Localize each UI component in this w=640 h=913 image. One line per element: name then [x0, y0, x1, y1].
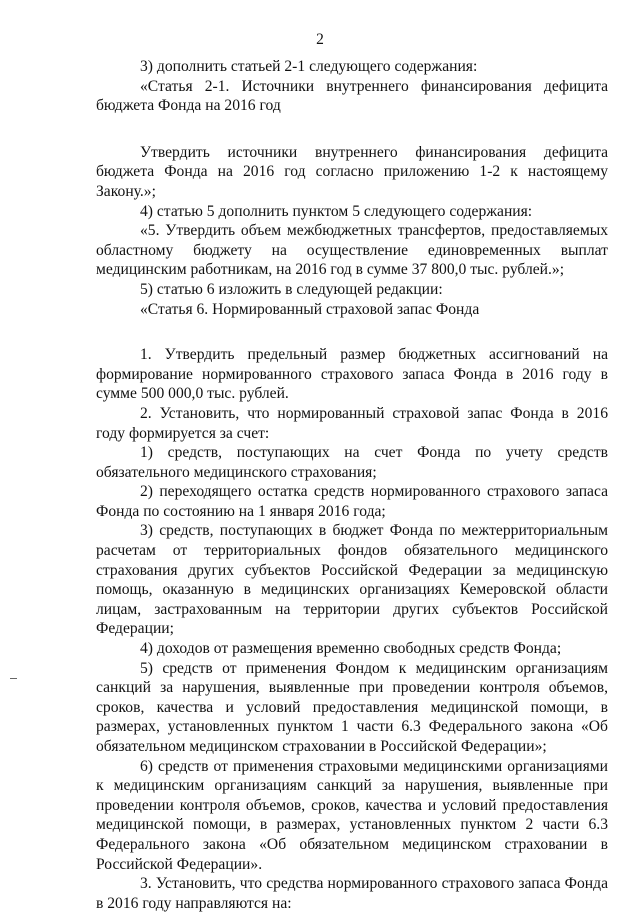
list-item-6: 6) средств от применения страховыми медицинскими организациями к медицинским организациям санкций за нарушения, выявленные при проведении контроля объемов, сроков, качества и условий предоставления медицинской помощи, в размерах, установленных пунктом 2 части 6.3 Федерального закона «Об обязательном медицинском страховании в Российской Федерации».	[96, 757, 608, 873]
list-item-4: 4) доходов от размещения временно свободных средств Фонда;	[140, 640, 562, 658]
article-6-point-2: 2. Установить, что нормированный страховой запас Фонда в 2016 году формируется за счет:	[96, 404, 608, 442]
paragraph-item-4: 4) статью 5 дополнить пунктом 5 следующего содержания:	[140, 202, 533, 220]
list-item-1: 1) средств, поступающих на счет Фонда по учету средств обязательного медицинского страхования;	[96, 444, 608, 481]
paragraph-gap	[96, 319, 608, 345]
article-2-1-text: Утвердить источники внутреннего финансирования дефицита бюджета Фонда на 2016 год согласно приложению 1-2 к настоящему Закону.»;	[96, 143, 608, 200]
article-5-point-5: «5. Утвердить объем межбюджетных трансфертов, предоставляемых областному бюджету на осуществление единовременных выплат медицинским работникам, на 2016 год в сумме 37 800,0 тыс. рублей.»;	[96, 222, 608, 279]
article-2-1-heading: «Статья 2-1. Источники внутреннего финансирования дефицита бюджета Фонда на 2016 год	[96, 77, 608, 115]
page-number: 2	[316, 31, 324, 48]
paragraph-gap	[96, 116, 608, 143]
list-item-3: 3) средств, поступающих в бюджет Фонда по межтерриториальным расчетам от территориальных фондов обязательного медицинского страхования других субъектов Российской Федерации за медицинскую помощь, оказанную в медицинских организациях Кемеровской области лицам, застрахованным на территории других субъектов Российской Федерации;	[96, 522, 608, 638]
article-6-point-1: 1. Утвердить предельный размер бюджетных ассигнований на формирование нормированного страхового запаса Фонда в 2016 году в сумме 500 000,0 тыс. рублей.	[96, 346, 608, 403]
paragraph-item-5: 5) статью 6 изложить в следующей редакции:	[140, 280, 443, 298]
document-body	[96, 57, 608, 913]
list-item-5: 5) средств от применения Фондом к медицинским организациям санкций за нарушения, выявленные при проведении контроля объемов, сроков, качества и условий предоставления медицинской помощи, в размерах, установленных пунктом 1 части 6.3 Федерального закона «Об обязательном медицинском страховании в Российской Федерации»;	[96, 659, 608, 755]
article-6-point-3: 3. Установить, что средства нормированного страхового запаса Фонда в 2016 году направляются на:	[96, 875, 608, 912]
paragraph-item-3: 3) дополнить статьей 2-1 следующего содержания:	[140, 58, 478, 75]
article-6-heading: «Статья 6. Нормированный страховой запас Фонда	[140, 300, 480, 318]
margin-mark	[10, 678, 17, 679]
list-item-2: 2) переходящего остатка средств нормированного страхового запаса Фонда по состоянию на 1 января 2016 года;	[96, 483, 608, 520]
